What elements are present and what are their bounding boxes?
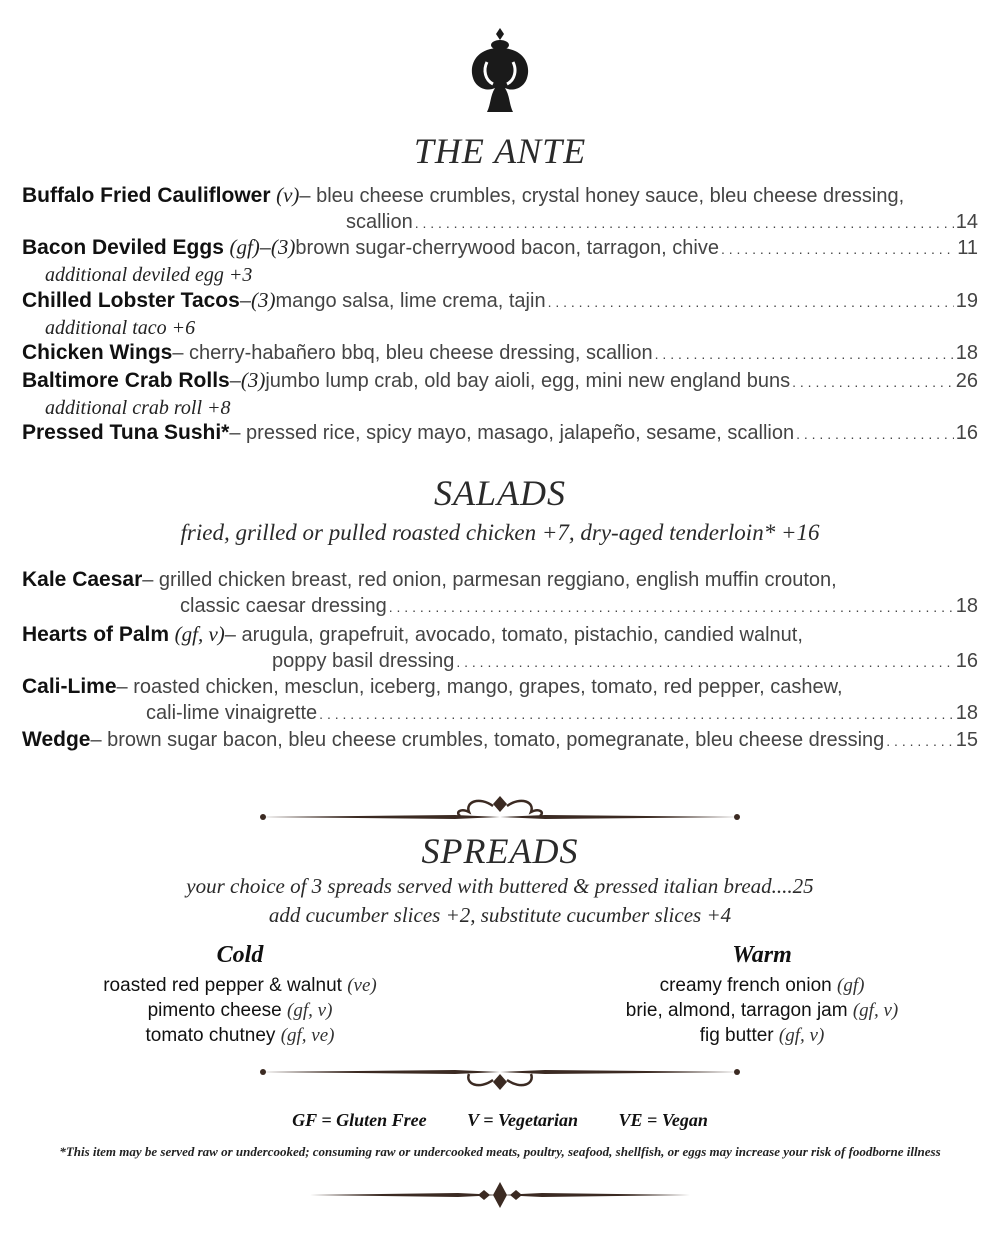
spreads-warm-column	[542, 942, 982, 1048]
item-name: Cali-Lime	[22, 675, 117, 698]
item-price: 18	[955, 702, 978, 724]
item-separator: –	[239, 290, 251, 312]
dot-leader	[721, 235, 955, 262]
item-description: – bleu cheese crumbles, crystal honey sauce, bleu cheese dressing,	[299, 185, 905, 207]
dot-leader	[548, 288, 954, 315]
dot-leader	[456, 648, 953, 675]
menu-item-lobster-tacos	[22, 287, 978, 341]
item-separator: –	[259, 237, 271, 259]
item-tag: (gf, v)	[174, 622, 225, 646]
spreads-addon: add cucumber slices +2, substitute cucumber slices +4	[268, 903, 732, 927]
item-price: 16	[955, 650, 978, 672]
item-name: Hearts of Palm	[22, 623, 170, 646]
item-addon: additional taco +6	[45, 317, 196, 339]
salads-subtitle: fried, grilled or pulled roasted chicken +7, dry-aged tenderloin* +16	[180, 520, 820, 545]
raw-food-disclaimer: *This item may be served raw or undercooked; consuming raw or undercooked meats, poultry, seafood, shellfish, or eggs may increase your risk of foodborne illness	[59, 1144, 941, 1159]
menu-item-chicken-wings	[22, 340, 978, 367]
item-description: brown sugar-cherrywood bacon, tarragon, chive	[295, 237, 719, 259]
item-name: Chilled Lobster Tacos	[22, 289, 240, 312]
item-description: – cherry-habañero bbq, bleu cheese dressing, scallion	[172, 342, 653, 364]
item-name: Pressed Tuna Sushi*	[22, 421, 230, 444]
item-name: Wedge	[22, 728, 91, 751]
item-name: Bacon Deviled Eggs	[22, 236, 224, 259]
menu-item-tuna-sushi	[22, 420, 978, 447]
item-price: 11	[957, 237, 978, 259]
dietary-legend	[0, 1110, 1000, 1131]
spread-item: brie, almond, tarragon jam (gf, v)	[625, 1000, 899, 1021]
spreads-cold-column	[20, 942, 460, 1048]
spread-item: pimento cheese (gf, v)	[147, 1000, 333, 1021]
dot-leader	[415, 209, 954, 236]
menu-item-crab-rolls	[22, 367, 978, 421]
dot-leader	[389, 593, 954, 620]
menu-item-wedge	[22, 727, 978, 754]
item-description: – arugula, grapefruit, avocado, tomato, pistachio, candied walnut,	[224, 624, 803, 646]
menu-item-deviled-eggs	[22, 234, 978, 288]
item-addon: additional crab roll +8	[45, 397, 231, 419]
dot-leader	[655, 340, 954, 367]
cold-heading: Cold	[216, 942, 264, 968]
item-name: Buffalo Fried Cauliflower	[22, 184, 271, 207]
item-description: – pressed rice, spicy mayo, masago, jalapeño, sesame, scallion	[229, 422, 795, 444]
item-price: 18	[955, 342, 978, 364]
ornament-divider-icon	[255, 792, 745, 828]
item-name: Kale Caesar	[22, 568, 143, 591]
spread-item: roasted red pepper & walnut (ve)	[103, 975, 377, 996]
menu-item-cali-lime	[22, 674, 978, 727]
item-price: 15	[955, 729, 978, 751]
item-price: 18	[955, 595, 978, 617]
item-tag: (gf)	[229, 235, 260, 259]
item-description-cont: scallion	[346, 211, 413, 233]
ornament-divider-icon	[255, 1058, 745, 1094]
menu-item-buffalo-cauliflower	[22, 182, 978, 236]
item-name: Chicken Wings	[22, 341, 173, 364]
item-addon: additional deviled egg +3	[45, 264, 253, 286]
item-count: (3)	[240, 368, 266, 392]
bottom-ornament-icon	[308, 1180, 692, 1212]
spread-item: fig butter (gf, v)	[699, 1025, 825, 1046]
item-count: (3)	[270, 235, 296, 259]
dot-leader	[319, 700, 954, 727]
legend-ve: VE = Vegan	[618, 1110, 708, 1130]
salads-title: SALADS	[434, 473, 566, 513]
item-description: – grilled chicken breast, red onion, parmesan reggiano, english muffin crouton,	[142, 569, 837, 591]
legend-v: V = Vegetarian	[467, 1110, 579, 1130]
spreads-subtitle: your choice of 3 spreads served with buttered & pressed italian bread....25	[186, 874, 814, 898]
dot-leader	[792, 368, 954, 395]
item-name: Baltimore Crab Rolls	[22, 369, 230, 392]
dot-leader	[886, 727, 953, 754]
item-description-cont: cali-lime vinaigrette	[146, 702, 318, 724]
item-price: 14	[955, 211, 978, 233]
item-description: jumbo lump crab, old bay aioli, egg, mini new england buns	[265, 370, 791, 392]
item-description: – brown sugar bacon, bleu cheese crumbles, tomato, pomegranate, bleu cheese dressing	[90, 729, 885, 751]
restaurant-logo-icon	[465, 26, 535, 118]
item-count: (3)	[250, 288, 276, 312]
item-description-cont: poppy basil dressing	[272, 650, 455, 672]
item-description-cont: classic caesar dressing	[180, 595, 387, 617]
spreads-title: SPREADS	[421, 831, 579, 871]
item-price: 26	[955, 370, 978, 392]
legend-gf: GF = Gluten Free	[292, 1110, 427, 1130]
spread-item: creamy french onion (gf)	[659, 975, 865, 996]
spread-item: tomato chutney (gf, ve)	[145, 1025, 335, 1046]
dot-leader	[796, 420, 954, 447]
item-tag: (v)	[276, 183, 300, 207]
item-description: – roasted chicken, mesclun, iceberg, mango, grapes, tomato, red pepper, cashew,	[116, 676, 843, 698]
menu-item-kale-caesar	[22, 567, 978, 620]
menu-item-hearts-of-palm	[22, 621, 978, 675]
warm-heading: Warm	[732, 942, 792, 968]
item-description: mango salsa, lime crema, tajin	[275, 290, 546, 312]
item-separator: –	[229, 370, 241, 392]
item-price: 19	[955, 290, 978, 312]
ante-title: THE ANTE	[413, 131, 587, 171]
item-price: 16	[955, 422, 978, 444]
